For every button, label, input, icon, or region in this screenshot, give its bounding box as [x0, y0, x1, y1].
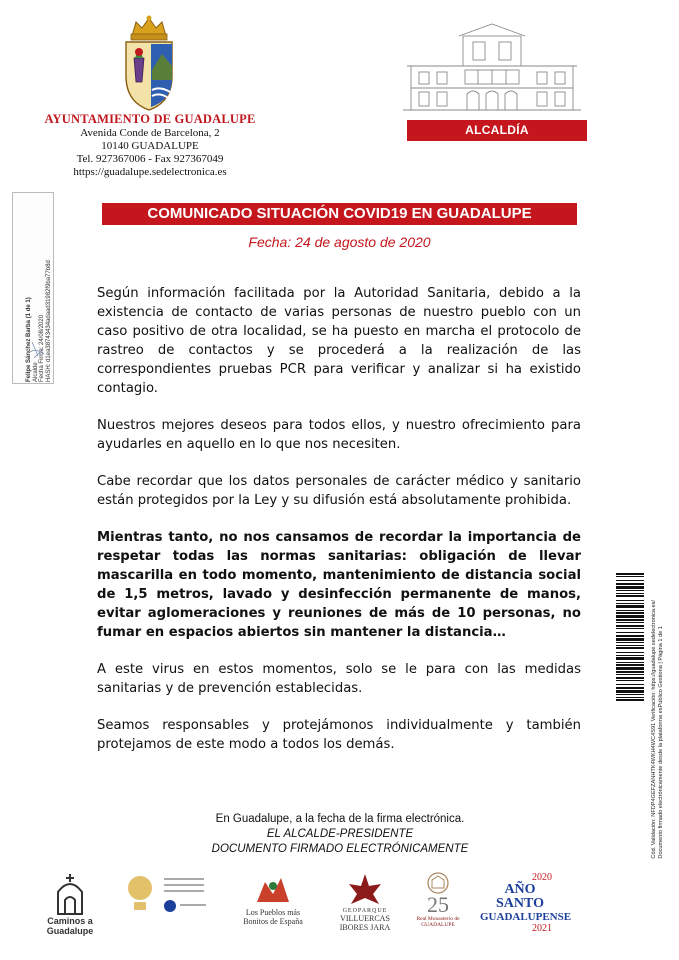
body-paragraph: Seamos responsables y protejámonos individualmente y también protejamos de este modo a todos los demás.	[97, 718, 581, 752]
body-paragraph: A este virus en estos momentos, solo se le para con las medidas sanitarias y de prevención establecidas.	[97, 662, 581, 696]
caminos-logo	[30, 872, 110, 936]
website-line: https://guadalupe.sedelectronica.es	[73, 166, 227, 178]
signature-hash: HASH: d1ea38743434adaad31982f9ba77b8d	[45, 260, 52, 382]
verification-text	[651, 600, 664, 859]
document-body	[97, 284, 581, 772]
body-paragraph: Nuestros mejores deseos para todos ellos, y nuestro ofrecimiento para ayudarles en aquello en lo que nos necesiten.	[97, 418, 581, 452]
footer-logos	[30, 872, 630, 950]
ano-santo-title: AÑO SANTO	[496, 882, 544, 911]
body-paragraph: Según información facilitada por la Autoridad Sanitaria, debido a la existencia de contacto de varias personas de nuestro pueblo con un caso positivo de otra localidad, se ha puesto en marcha el protocolo de rastreo de contactos y se procederá a la realización de las correspondientes pruebas PCR para verificar y analizar si ha existido contagio.	[97, 286, 581, 396]
closing-block	[130, 812, 550, 857]
geoparque-name: VILLUERCAS IBORES JARA	[339, 914, 391, 932]
address-line: 10140 GUADALUPE	[101, 140, 199, 152]
address-line: Avenida Conde de Barcelona, 2	[80, 127, 220, 139]
signature-scribble-icon	[28, 340, 46, 360]
phone-line: Tel. 927367006 - Fax 927367049	[76, 153, 224, 165]
municipality-name: AYUNTAMIENTO DE GUADALUPE	[44, 112, 256, 126]
body-paragraph-emphasis: Mientras tanto, no nos cansamos de recordar la importancia de respetar todas las normas sanitarias: obligación de llevar mascarilla en todo momento, mantenimiento de distancia social de 1,5 metros, lavado y desinfección permanente de manos, evitar aglomeraciones y reuniones de más de 10 personas, no fumar en espacios abiertos sin mantener la distancia…	[97, 530, 581, 640]
ano-santo-logo	[480, 872, 572, 934]
signature-date: Fecha Firma: 24/08/2020	[39, 314, 45, 382]
ano-santo-year-end: 2021	[532, 923, 552, 934]
caminos-label: Caminos a Guadalupe	[46, 916, 94, 936]
anniversary-number: 25	[427, 892, 449, 917]
geoparque-label: GEOPARQUE	[342, 908, 388, 914]
pueblos-logo	[218, 872, 328, 926]
municipal-crest-icon	[118, 14, 180, 114]
closing-signed: DOCUMENTO FIRMADO ELECTRÓNICAMENTE	[211, 843, 469, 855]
leaf-icon	[345, 872, 385, 908]
heritage-logo	[122, 872, 222, 916]
body-paragraph: Cabe recordar que los datos personales de carácter médico y sanitario están protegidos por la Ley y su difusión está absolutamente prohibida.	[97, 474, 581, 508]
document-title: COMUNICADO SITUACIÓN COVID19 EN GUADALUPE	[102, 203, 577, 225]
anniversary-logo	[398, 872, 478, 928]
closing-place: En Guadalupe, a la fecha de la firma electrónica.	[215, 813, 465, 825]
pueblos-label: Los Pueblos más Bonitos de España	[243, 908, 303, 926]
closing-role: EL ALCALDE-PRESIDENTE	[266, 828, 414, 840]
ano-santo-subtitle: GUADALUPENSE	[480, 911, 572, 923]
municipality-address	[40, 127, 260, 179]
validation-code: Cód. Validación: NFDP4GEFZANHTK4WKH4WC4S91 Verificación: https://guadalupe.sedelectronica.es/	[651, 600, 657, 859]
monastery-seal-icon	[418, 872, 458, 894]
signer-name: Felipe Sánchez Barba (1 de 1)	[26, 297, 32, 382]
chapel-icon	[52, 872, 88, 916]
office-label: ALCALDÍA	[407, 120, 587, 141]
document-date: Fecha: 24 de agosto de 2020	[248, 234, 431, 250]
anniversary-subtitle: Real Monasterio de GUADALUPE	[416, 916, 460, 928]
signer-role: Alcalde	[32, 362, 39, 382]
ano-santo-year-start: 2020	[532, 872, 552, 883]
heritage-emblem-icon	[124, 872, 220, 916]
geoparque-logo	[320, 872, 410, 932]
platform-note: Documento firmado electrónicamente desde la plataforma esPublico Gestiona | Página 1 de 1	[657, 626, 664, 859]
town-hall-building-icon	[403, 22, 581, 114]
pueblos-emblem-icon	[253, 872, 293, 908]
validation-barcode-icon	[616, 573, 644, 703]
